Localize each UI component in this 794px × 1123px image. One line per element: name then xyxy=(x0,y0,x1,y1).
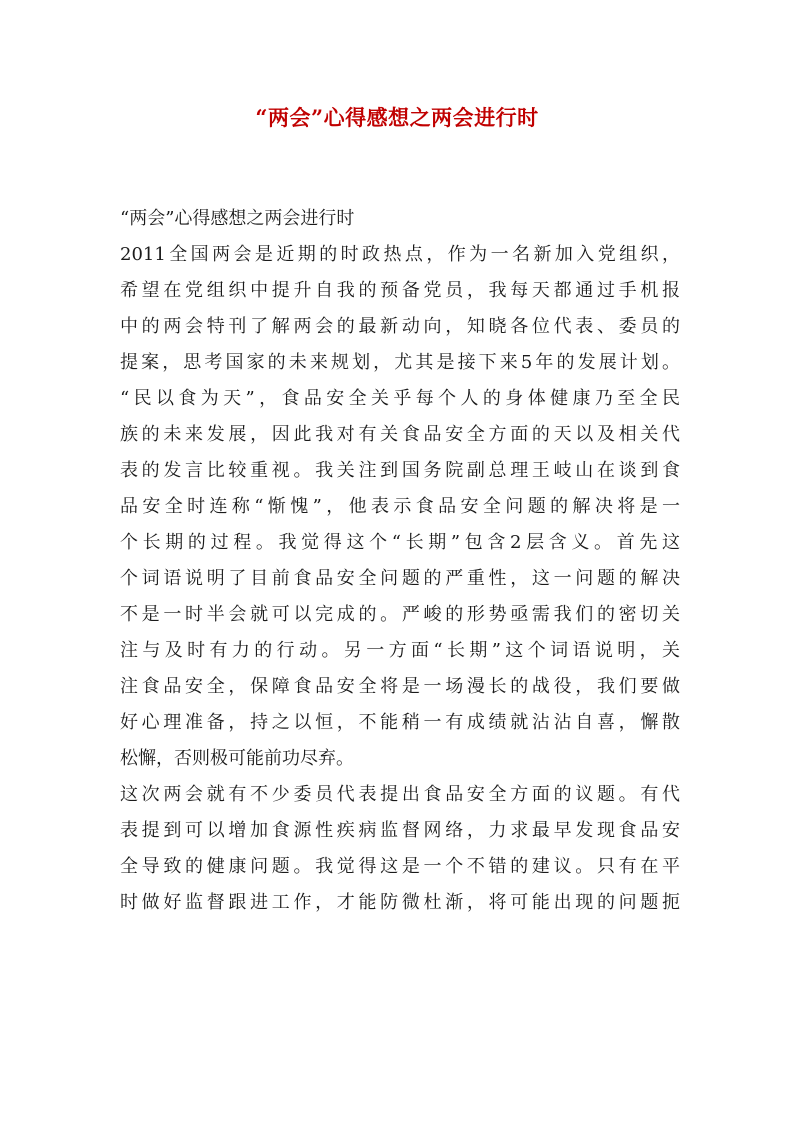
body-line: 2011全国两会是近期的时政热点，作为一名新加入党组织， xyxy=(120,244,680,265)
body-line: “民以食为天”，食品安全关乎每个人的身体健康乃至全民 xyxy=(120,388,680,409)
body-line: 表的发言比较重视。我关注到国务院副总理王岐山在谈到食 xyxy=(120,460,680,481)
body-line: 好心理准备，持之以恒，不能稍一有成绩就沾沾自喜，懈散 xyxy=(120,712,680,733)
body-line: 表提到可以增加食源性疾病监督网络，力求最早发现食品安 xyxy=(120,820,680,841)
body-line: 品安全时连称“惭愧”，他表示食品安全问题的解决将是一 xyxy=(120,496,680,517)
body-line: 这次两会就有不少委员代表提出食品安全方面的议题。有代 xyxy=(120,784,680,805)
body-line: 注食品安全，保障食品安全将是一场漫长的战役，我们要做 xyxy=(120,676,680,697)
body-line: 个词语说明了目前食品安全问题的严重性，这一问题的解决 xyxy=(120,568,680,589)
body-line: 中的两会特刊了解两会的最新动向，知晓各位代表、委员的 xyxy=(120,316,680,337)
body-line: 不是一时半会就可以完成的。严峻的形势亟需我们的密切关 xyxy=(120,604,680,625)
body-line: 全导致的健康问题。我觉得这是一个不错的建议。只有在平 xyxy=(120,856,680,877)
document-body xyxy=(120,201,680,921)
body-line: 时做好监督跟进工作，才能防微杜渐，将可能出现的问题扼 xyxy=(120,892,680,913)
document-title: “两会”心得感想之两会进行时 xyxy=(255,105,539,130)
body-line: 提案，思考国家的未来规划，尤其是接下来5年的发展计划。 xyxy=(120,352,680,373)
body-line: 注与及时有力的行动。另一方面“长期”这个词语说明，关 xyxy=(120,640,680,661)
body-line: 希望在党组织中提升自我的预备党员，我每天都通过手机报 xyxy=(120,280,680,301)
body-line: 松懈，否则极可能前功尽弃。 xyxy=(120,748,354,769)
body-line-subtitle: “两会”心得感想之两会进行时 xyxy=(120,208,355,229)
body-line: 族的未来发展，因此我对有关食品安全方面的天以及相关代 xyxy=(120,424,680,445)
body-line: 个长期的过程。我觉得这个“长期”包含2层含义。首先这 xyxy=(120,532,680,553)
